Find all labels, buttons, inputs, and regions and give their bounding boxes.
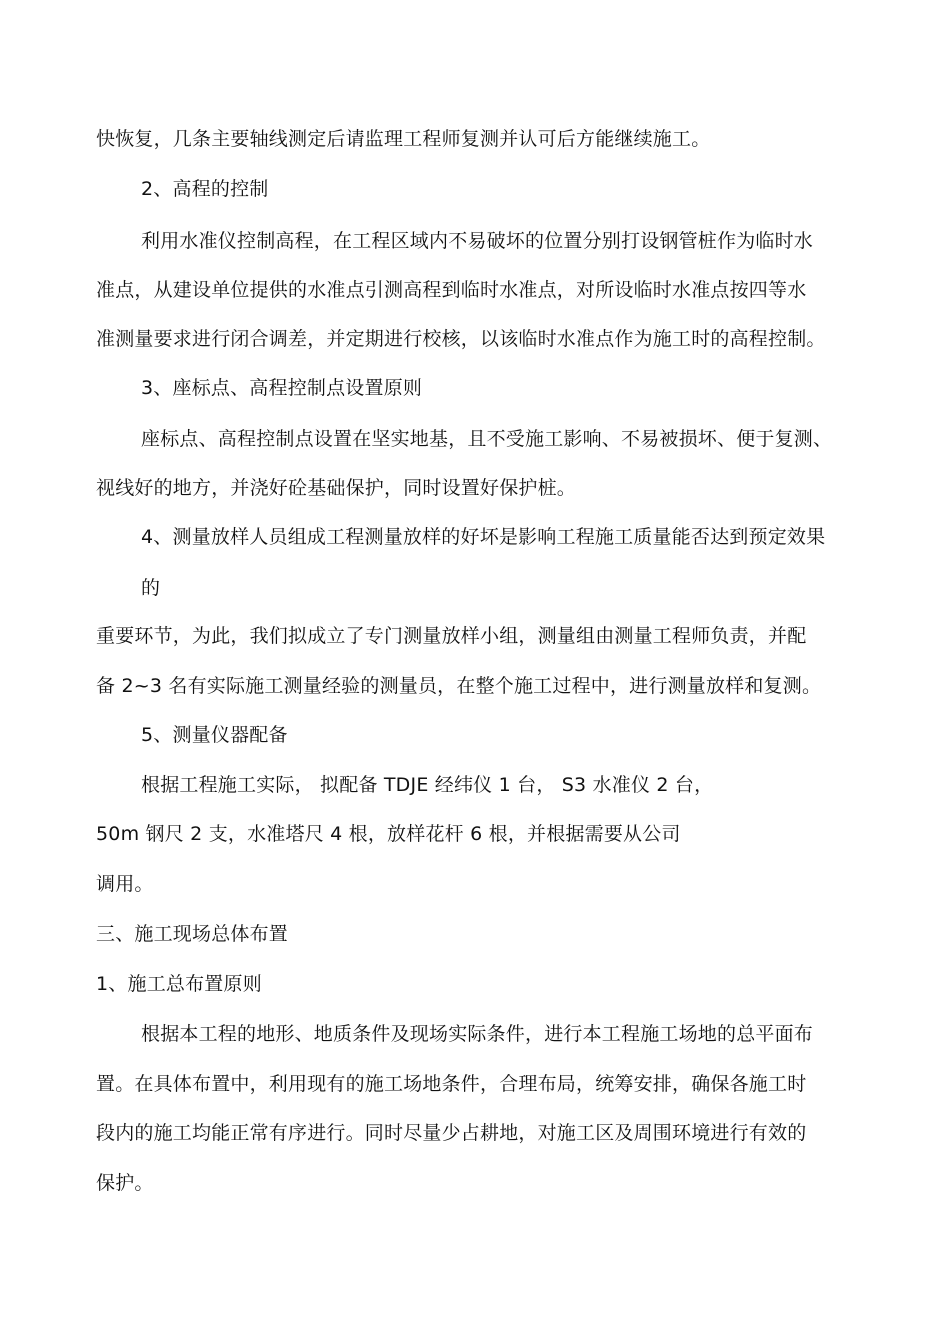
text-line-15: 50m 钢尺 2 支，水准塔尺 4 根，放样花杆 6 根，并根据需要从公司 xyxy=(96,823,681,845)
text-line-5: 准测量要求进行闭合调差，并定期进行校核，以该临时水准点作为施工时的高程控制。 xyxy=(96,328,826,350)
chapter-heading-3: 三、施工现场总体布置 xyxy=(96,923,289,945)
section-heading-1: 1、施工总布置原则 xyxy=(96,973,262,995)
text-line-1: 快恢复，几条主要轴线测定后请监理工程师复测并认可后方能继续施工。 xyxy=(96,128,711,150)
text-line-14: 根据工程施工实际， 拟配备 TDJE 经纬仪 1 台， S3 水准仪 2 台， xyxy=(141,774,714,796)
text-line-21: 段内的施工均能正常有序进行。同时尽量少占耕地，对施工区及周围环境进行有效的 xyxy=(96,1122,807,1144)
text-line-12: 备 2~3 名有实际施工测量经验的测量员，在整个施工过程中，进行测量放样和复测。 xyxy=(96,675,822,697)
text-line-4: 准点，从建设单位提供的水准点引测高程到临时水准点，对所设临时水准点按四等水 xyxy=(96,279,807,301)
text-line-8: 视线好的地方，并浇好砼基础保护，同时设置好保护桩。 xyxy=(96,477,577,499)
text-line-20: 置。在具体布置中，利用现有的施工场地条件，合理布局，统筹安排，确保各施工时 xyxy=(96,1073,807,1095)
text-line-7: 座标点、高程控制点设置在坚实地基，且不受施工影响、不易被损坏、便于复测、 xyxy=(141,428,833,450)
section-heading-4: 4、测量放样人员组成工程测量放样的好坏是影响工程施工质量能否达到预定效果 xyxy=(141,526,826,548)
section-heading-2: 2、高程的控制 xyxy=(141,178,269,200)
text-line-19: 根据本工程的地形、地质条件及现场实际条件，进行本工程施工场地的总平面布 xyxy=(141,1023,814,1045)
section-heading-5: 5、测量仪器配备 xyxy=(141,724,288,746)
text-line-16: 调用。 xyxy=(96,873,154,895)
text-line-10: 的 xyxy=(141,577,161,599)
text-line-22: 保护。 xyxy=(96,1172,154,1194)
text-line-11: 重要环节，为此，我们拟成立了专门测量放样小组，测量组由测量工程师负责，并配 xyxy=(96,625,807,647)
text-line-3: 利用水准仪控制高程，在工程区域内不易破坏的位置分别打设钢管桩作为临时水 xyxy=(141,230,814,252)
section-heading-3: 3、座标点、高程控制点设置原则 xyxy=(141,377,423,399)
